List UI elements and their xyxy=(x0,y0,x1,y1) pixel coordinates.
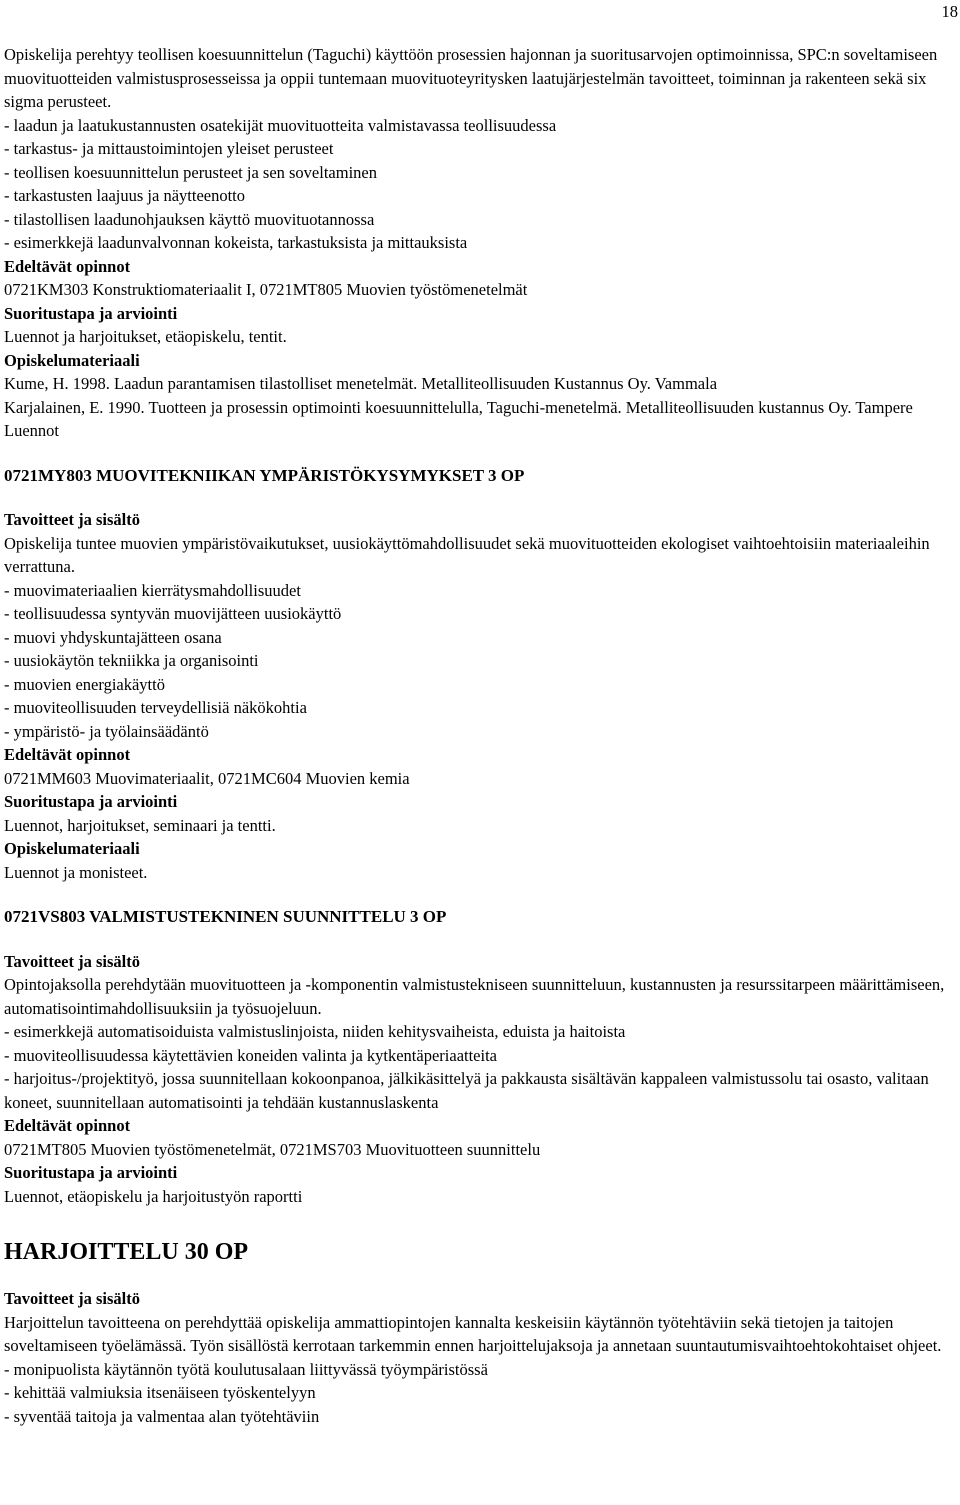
harjoittelu-title: HARJOITTELU 30 OP xyxy=(4,1239,249,1265)
list-item: - muovien energiakäyttö xyxy=(4,674,165,694)
intro-paragraph: Opintojaksolla perehdytään muovituotteen ja -komponentin valmistustekniseen suunnitteluun, kustannusten ja resurssitarpeen määrittämiseen, automatisointimahdollisuuksiin ja työsuojeluun. xyxy=(4,975,945,1018)
section-heading-goals: Tavoitteet ja sisältö xyxy=(4,1289,140,1308)
list-item: - syventää taitoja ja valmentaa alan työtehtäviin xyxy=(4,1406,320,1426)
list-item: - tarkastusten laajuus ja näytteenotto xyxy=(4,186,246,205)
section-heading-prerequisites: Edeltävät opinnot xyxy=(4,745,131,764)
section-heading-prerequisites: Edeltävät opinnot xyxy=(4,1116,131,1135)
section-heading-material: Opiskelumateriaali xyxy=(4,350,140,370)
section-heading-prerequisites: Edeltävät opinnot xyxy=(4,256,131,276)
list-item: - muoviteollisuuden terveydellisiä näkökohtia xyxy=(4,698,307,717)
course-title: 0721MY803 MUOVITEKNIIKAN YMPÄRISTÖKYSYMYKSET 3 OP xyxy=(4,465,525,485)
section-heading-method: Suoritustapa ja arviointi xyxy=(4,1163,178,1182)
method-text: Luennot, etäopiskelu ja harjoitustyön raportti xyxy=(4,1186,303,1206)
list-item: - uusiokäytön tekniikka ja organisointi xyxy=(4,651,259,670)
section-heading-material: Opiskelumateriaali xyxy=(4,839,140,858)
material-item: Luennot xyxy=(4,421,59,440)
material-item: Kume, H. 1998. Laadun parantamisen tilastolliset menetelmät. Metalliteollisuuden Kustannus Oy. Vammala xyxy=(4,374,718,393)
intro-paragraph: Opiskelija perehtyy teollisen koesuunnittelun (Taguchi) käyttöön prosessien hajonnan ja suoritusarvojen optimoinnissa, SPC:n soveltamiseen muovituotteiden valmistusprosesseissa ja oppii tuntemaan muovituoteyritysken laatujärjestelmän tavoitteet, toiminnan ja rakenteen sekä six sigma perusteet. xyxy=(4,45,938,111)
list-item: - harjoitus-/projektityö, jossa suunnitellaan kokoonpanoa, jälkikäsittelyä ja pakkausta sisältävän kappaleen valmistussolu tai osasto, valitaan koneet, suunnitellaan automatisointi ja tehdään kustannuslaskenta xyxy=(4,1069,929,1112)
document-body xyxy=(4,43,954,1428)
method-text: Luennot, harjoitukset, seminaari ja tentti. xyxy=(4,815,276,835)
list-item: - muovimateriaalien kierrätysmahdollisuudet xyxy=(4,580,301,600)
section-heading-method: Suoritustapa ja arviointi xyxy=(4,303,178,323)
intro-paragraph: Opiskelija tuntee muovien ympäristövaikutukset, uusiokäyttömahdollisuudet sekä muovituotteiden ekologiset vaihtoehtoisiin materiaaleihin verrattuna. xyxy=(4,533,930,576)
list-item: - monipuolista käytännön työtä koulutusalaan liittyvässä työympäristössä xyxy=(4,1359,488,1379)
prerequisites-text: 0721MT805 Muovien työstömenetelmät, 0721MS703 Muovituotteen suunnittelu xyxy=(4,1139,541,1159)
list-item: - esimerkkejä automatisoiduista valmistuslinjoista, niiden kehitysvaiheista, eduista ja haitoista xyxy=(4,1022,626,1041)
list-item: - muoviteollisuudessa käytettävien koneiden valinta ja kytkentäperiaatteita xyxy=(4,1045,498,1065)
list-item: - tilastollisen laadunohjauksen käyttö muovituotannossa xyxy=(4,209,375,229)
section-heading-goals: Tavoitteet ja sisältö xyxy=(4,510,140,529)
list-item: - teollisuudessa syntyvän muovijätteen uusiokäyttö xyxy=(4,604,342,623)
page-number: 18 xyxy=(941,2,958,21)
list-item: - tarkastus- ja mittaustoimintojen yleiset perusteet xyxy=(4,139,334,158)
list-item: - muovi yhdyskuntajätteen osana xyxy=(4,627,222,647)
section-heading-goals: Tavoitteet ja sisältö xyxy=(4,951,140,971)
material-text: Luennot ja monisteet. xyxy=(4,862,148,882)
list-item: - ympäristö- ja työlainsäädäntö xyxy=(4,721,209,741)
intro-paragraph: Harjoittelun tavoitteena on perehdyttää opiskelija ammattiopintojen kannalta keskeisiin käytännön työtehtäviin sekä tietojen ja taitojen soveltamiseen työelämässä. Työn sisällöstä kerrotaan tarkemmin ennen harjoittelujaksoja ja annetaan suuntautumisvaihtoehtokohtaiset ohjeet. xyxy=(4,1312,942,1355)
list-item: - laadun ja laatukustannusten osatekijät muovituotteita valmistavassa teollisuudessa xyxy=(4,115,557,135)
material-item: Karjalainen, E. 1990. Tuotteen ja prosessin optimointi koesuunnittelulla, Taguchi-menetelmä. Metalliteollisuuden kustannus Oy. Tampere xyxy=(4,397,913,417)
prerequisites-text: 0721MM603 Muovimateriaalit, 0721MC604 Muovien kemia xyxy=(4,768,410,788)
list-item: - teollisen koesuunnittelun perusteet ja sen soveltaminen xyxy=(4,162,377,182)
course-title: 0721VS803 VALMISTUSTEKNINEN SUUNNITTELU 3 OP xyxy=(4,907,447,926)
list-item: - kehittää valmiuksia itsenäiseen työskentelyyn xyxy=(4,1383,316,1402)
method-text: Luennot ja harjoitukset, etäopiskelu, tentit. xyxy=(4,327,287,346)
list-item: - esimerkkejä laadunvalvonnan kokeista, tarkastuksista ja mittauksista xyxy=(4,233,468,252)
section-heading-method: Suoritustapa ja arviointi xyxy=(4,792,178,811)
prerequisites-text: 0721KM303 Konstruktiomateriaalit I, 0721MT805 Muovien työstömenetelmät xyxy=(4,280,528,299)
